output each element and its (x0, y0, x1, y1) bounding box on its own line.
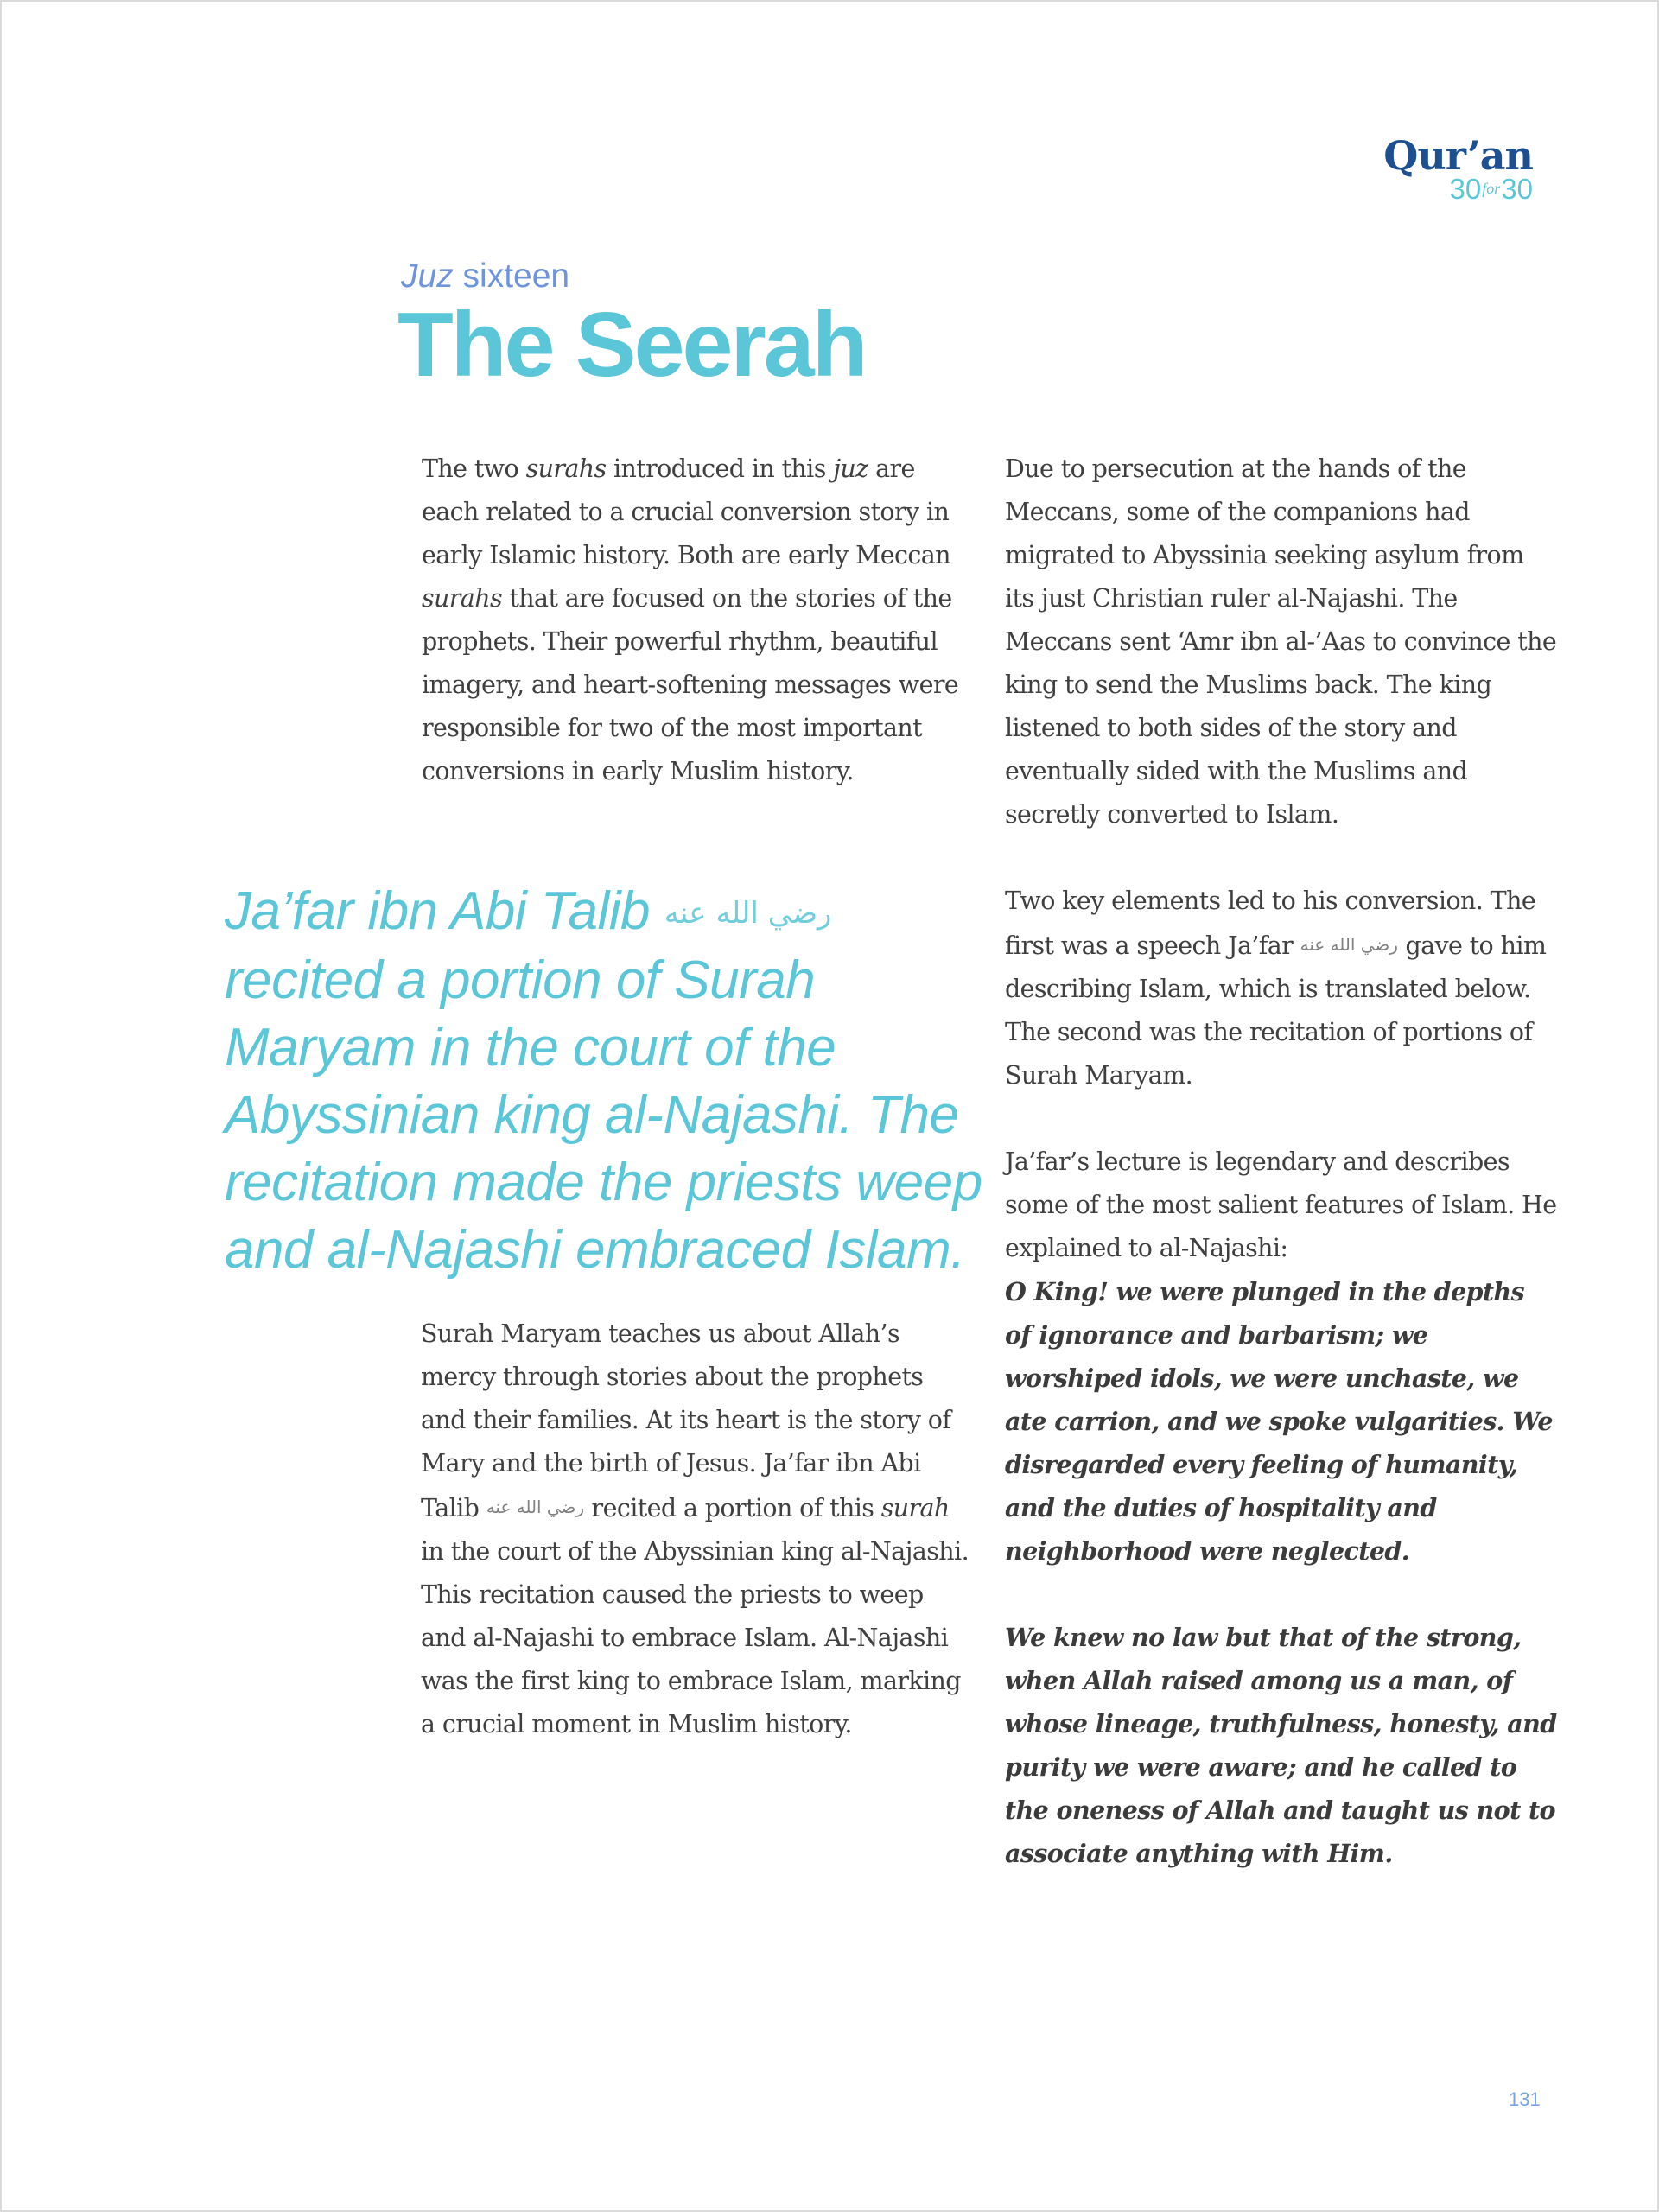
speech-paragraph-1: O King! we were plunged in the depths of ignorance and barbarism; we worshiped idols, we were unchaste, we ate carrion, and we spoke vulgarities. We disregarded every feeling of humanity, and the duties of hospitality and neighborhood were neglected. (1005, 1276, 1553, 1566)
italic-term: juz (833, 454, 868, 483)
quran-30-for-30-logo (1383, 133, 1533, 203)
logo-number-left: 30 (1449, 173, 1482, 205)
surah-maryam-paragraph (421, 1313, 974, 1746)
text-run: Two key elements led to his conversion. The first was a speech Ja’far (1005, 887, 1536, 960)
pull-quote (225, 878, 985, 1284)
conversion-paragraph (1005, 880, 1558, 1097)
italic-term: surahs (525, 454, 607, 483)
kicker-juz: Juz (401, 257, 454, 295)
text-run: Surah Maryam teaches us about Allah’s mercy through stories about the prophets and their families. At its heart is the story of Mary and the birth of Jesus. Ja’far ibn Abi Talib (421, 1319, 951, 1522)
jafar-speech-quote (1005, 1270, 1558, 1875)
italic-term: surahs (422, 584, 502, 613)
persecution-paragraph: Due to persecution at the hands of the Meccans, some of the companions had migrated to Abyssinia seeking asylum from its just Christian ruler al-Najashi. The Meccans sent ‘Amr ibn al-’Aas to convince the king to send the Muslims back. The king listened to both sides of the story and eventually sided with the Muslims and secretly converted to Islam. (1005, 454, 1557, 829)
page-title: The Seerah (397, 294, 866, 396)
text-run: gave to him describing Islam, which is translated below. The second was the recitation of portions of Surah Maryam. (1005, 931, 1547, 1090)
logo-number-right: 30 (1501, 173, 1533, 205)
pull-quote-text: recited a portion of Surah Maryam in the court of the Abyssinian king al-Najashi. The recitation made the priests weep and al-Najashi embraced Islam. (225, 950, 982, 1281)
logo-for: for (1482, 180, 1501, 197)
intro-paragraph (422, 448, 975, 793)
text-run: in the court of the Abyssinian king al-Najashi. This recitation caused the priests to weep and al-Najashi to embrace Islam. Al-Najashi was the first king to embrace Islam, marking a crucial moment in Muslim history. (421, 1536, 969, 1738)
honorific-calligraphy-icon: رضي الله عنه (1300, 934, 1398, 955)
kicker-number: sixteen (453, 257, 570, 295)
italic-term: surah (880, 1493, 950, 1522)
text-run: that are focused on the stories of the prophets. Their powerful rhythm, beautiful imagery, and heart-softening messages were responsible for two of the most important conversions in early Muslim history. (422, 584, 959, 785)
pull-quote-text: Ja’far ibn Abi Talib (225, 881, 664, 941)
page-number: 131 (1509, 2088, 1541, 2110)
honorific-calligraphy-icon: رضي الله عنه (664, 896, 832, 931)
honorific-calligraphy-icon: رضي الله عنه (486, 1497, 585, 1517)
right-column (1005, 448, 1558, 1875)
speech-paragraph-2: We knew no law but that of the strong, when Allah raised among us a man, of whose lineage, truthfulness, honesty, and purity we were aware; and he called to the oneness of Allah and taught us not to associate anything with Him. (1005, 1622, 1557, 1868)
text-run: are each related to a crucial conversion story in early Islamic history. Both are early Meccan (422, 454, 950, 569)
text-run: recited a portion of this (584, 1493, 881, 1522)
lecture-intro-paragraph: Ja’far’s lecture is legendary and describes some of the most salient features of Islam. He explained to al-Najashi: (1005, 1147, 1557, 1262)
logo-wordmark: Qur’an (1383, 132, 1533, 179)
text-run: introduced in this (606, 454, 834, 483)
text-run: The two (422, 454, 526, 483)
